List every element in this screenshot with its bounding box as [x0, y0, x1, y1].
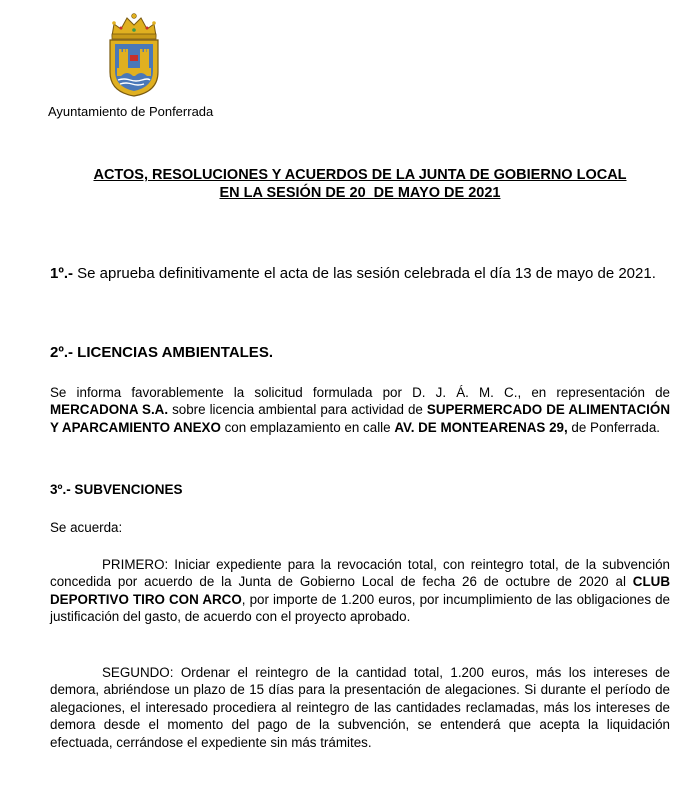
- item-1-paragraph: [50, 264, 670, 284]
- item-3-heading: 3º.- SUBVENCIONES: [50, 482, 183, 497]
- item-3-intro: Se acuerda:: [50, 520, 123, 535]
- document-title: [40, 166, 680, 202]
- item-2-company: MERCADONA S.A.: [50, 402, 169, 418]
- item-1-text: Se aprueba definitivamente el acta de las sesión celebrada el día 13 de mayo de 2021.: [72, 265, 656, 282]
- item-2-paragraph: [50, 384, 670, 436]
- item-2-text-2: sobre licencia ambiental para actividad de: [168, 402, 427, 418]
- city-crest-logo: [104, 10, 164, 98]
- crown-icon: [112, 14, 156, 39]
- title-line-1: ACTOS, RESOLUCIONES Y ACUERDOS DE LA JUNTA DE GOBIERNO LOCAL: [93, 167, 627, 183]
- item-3-segundo-paragraph: SEGUNDO: Ordenar el reintegro de la cantidad total, 1.200 euros, más los intereses de demora, abriéndose un plazo de 15 días para la presentación de alegaciones. Si durante el período de alegaciones, el interesado procediera al reintegro de las cantidades reclamadas, más los intereses de demora desde el momento del pago de la subvención, se entenderá que acepta la liquidación efectuada, cerrándose el expediente sin más trámites.: [50, 665, 670, 750]
- item-2-heading: 2º.- LICENCIAS AMBIENTALES.: [50, 344, 273, 361]
- organization-name: Ayuntamiento de Ponferrada: [48, 104, 214, 119]
- item-2-text-1: Se informa favorablemente la solicitud formulada por D. J. Á. M. C., en representación de: [50, 385, 670, 400]
- shield-icon: [110, 40, 158, 96]
- item-3-primero-paragraph: [50, 556, 670, 626]
- primero-text-2: , por importe de 1.200 euros, por incumplimiento de las obligaciones de justificación del gasto, de acuerdo con el proyecto aprobado.: [50, 591, 670, 625]
- primero-club-name: CLUB DEPORTIVO TIRO CON ARCO: [50, 574, 670, 607]
- item-2-text-3: con emplazamiento en calle: [220, 419, 395, 435]
- item-2-address: AV. DE MONTEARENAS 29,: [394, 419, 568, 435]
- primero-text-1: PRIMERO: Iniciar expediente para la revocación total, con reintegro total, de la subvención concedida por acuerdo de la Junta de Gobierno Local de fecha 26 de octubre de 2020 al: [50, 557, 670, 590]
- item-1-number: 1º.-: [50, 265, 73, 282]
- item-2-activity: SUPERMERCADO DE ALIMENTACIÓN Y APARCAMIENTO ANEXO: [50, 402, 670, 435]
- title-line-2: EN LA SESIÓN DE 20 DE MAYO DE 2021: [219, 185, 501, 201]
- item-2-text-4: de Ponferrada.: [567, 419, 660, 435]
